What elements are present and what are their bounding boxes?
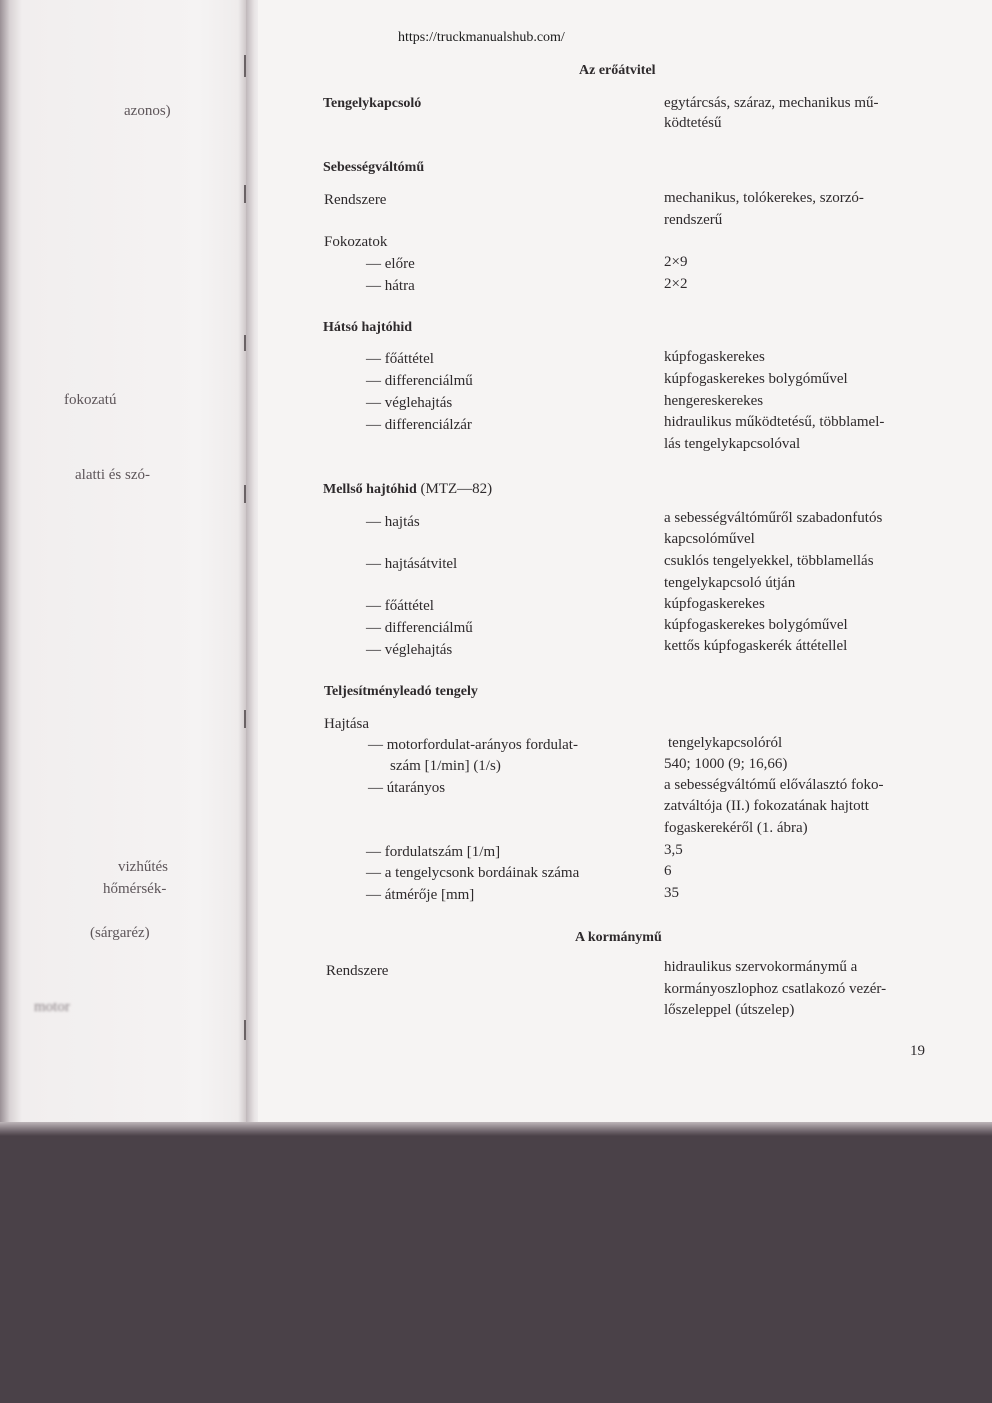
spec-label: — véglehajtás — [366, 642, 453, 658]
spec-label: Fokozatok — [324, 234, 388, 250]
spec-value: hidraulikus működtetésű, többlamel- — [664, 414, 885, 430]
subsection-heading: Hátsó hajtóhid — [323, 320, 413, 335]
spec-value: fogaskerekéről (1. ábra) — [664, 820, 808, 836]
spec-value: lőszeleppel (útszelep) — [664, 1002, 795, 1018]
spec-label: — hátra — [366, 278, 415, 294]
spec-value: a sebességváltómű előválasztó foko- — [664, 777, 884, 793]
spec-value: zatváltója (II.) fokozatának hajtott — [664, 798, 869, 814]
spec-value: egytárcsás, száraz, mechanikus mű- — [664, 95, 879, 111]
left-page — [0, 0, 246, 1126]
spec-value: mechanikus, tolókerekes, szorzó- — [664, 190, 864, 206]
spec-value: 35 — [664, 885, 679, 901]
subsection-heading — [323, 480, 492, 499]
spec-value: tengelykapcsoló útján — [664, 575, 796, 591]
spec-value: 3,5 — [664, 842, 683, 858]
spec-value: hidraulikus szervokormánymű a — [664, 959, 858, 975]
spec-value: kormányoszlophoz csatlakozó vezér- — [664, 981, 887, 997]
spec-label: Tengelykapcsoló — [323, 96, 422, 111]
left-fragment: fokozatú — [64, 392, 117, 408]
spec-value: csuklós tengelyekkel, többlamellás — [664, 553, 874, 569]
spec-label: — hajtás — [366, 514, 420, 530]
spec-value: 540; 1000 (9; 16,66) — [664, 756, 788, 772]
page-edge — [0, 1122, 992, 1136]
subsection-heading-bold: Mellső hajtóhid — [323, 482, 417, 497]
spec-label: — átmérője [mm] — [366, 887, 475, 903]
spec-value: 6 — [664, 863, 672, 879]
left-fragment: (sárgaréz) — [90, 925, 150, 941]
left-fragment: azonos) — [124, 103, 171, 119]
subsection-heading: Sebességváltómű — [323, 160, 425, 175]
section-heading: A kormánymű — [575, 930, 662, 945]
subsection-heading-suffix: (MTZ—82) — [420, 481, 493, 497]
spec-label: — főáttétel — [366, 351, 434, 367]
spec-value: 2×9 — [664, 254, 688, 270]
blurred-text — [0, 102, 118, 116]
spec-label: — motorfordulat-arányos fordulat- — [368, 737, 578, 753]
spec-label: szám [1/min] (1/s) — [390, 758, 501, 774]
left-fragment: hőmérsék- — [103, 881, 167, 897]
spec-label: — útarányos — [368, 780, 446, 796]
spec-label: — differenciálmű — [366, 620, 473, 636]
spec-value: kapcsolóművel — [664, 531, 755, 547]
spec-label: — differenciálzár — [366, 417, 472, 433]
spec-label: — a tengelycsonk bordáinak száma — [366, 865, 580, 881]
spec-value: kúpfogaskerekes — [664, 349, 765, 365]
spec-value: ködtetésű — [664, 115, 722, 131]
page-number: 19 — [910, 1043, 925, 1059]
spec-value: kúpfogaskerekes bolygóművel — [664, 371, 848, 387]
spec-label: — előre — [366, 256, 415, 272]
spec-label: — véglehajtás — [366, 395, 453, 411]
spec-value: kúpfogaskerekes — [664, 596, 765, 612]
blurred-text — [0, 393, 62, 407]
spec-label: — hajtásátvitel — [366, 556, 458, 572]
header-url: https://truckmanualshub.com/ — [398, 30, 565, 45]
spec-value: a sebességváltóműről szabadonfutós — [664, 510, 883, 526]
left-fragment: motor — [34, 999, 70, 1015]
subsection-heading: Teljesítményleadó tengely — [324, 684, 478, 699]
spec-value: rendszerű — [664, 212, 723, 228]
spec-label: — fordulatszám [1/m] — [366, 844, 501, 860]
spec-value: 2×2 — [664, 276, 688, 292]
spec-value: lás tengelykapcsolóval — [664, 436, 801, 452]
spec-value: kúpfogaskerekes bolygóművel — [664, 617, 848, 633]
section-heading: Az erőátvitel — [579, 63, 656, 78]
spec-value: tengelykapcsolóról — [668, 735, 783, 751]
spec-label: Hajtása — [324, 716, 369, 732]
spec-label: Rendszere — [326, 963, 389, 979]
spec-value: kettős kúpfogaskerék áttétellel — [664, 638, 848, 654]
left-fragment: vizhűtés — [118, 859, 168, 875]
spec-label: — differenciálmű — [366, 373, 473, 389]
left-fragment: alatti és szó- — [75, 467, 150, 483]
spec-value: hengereskerekes — [664, 393, 764, 409]
spec-label: — főáttétel — [366, 598, 434, 614]
spec-label: Rendszere — [324, 192, 387, 208]
